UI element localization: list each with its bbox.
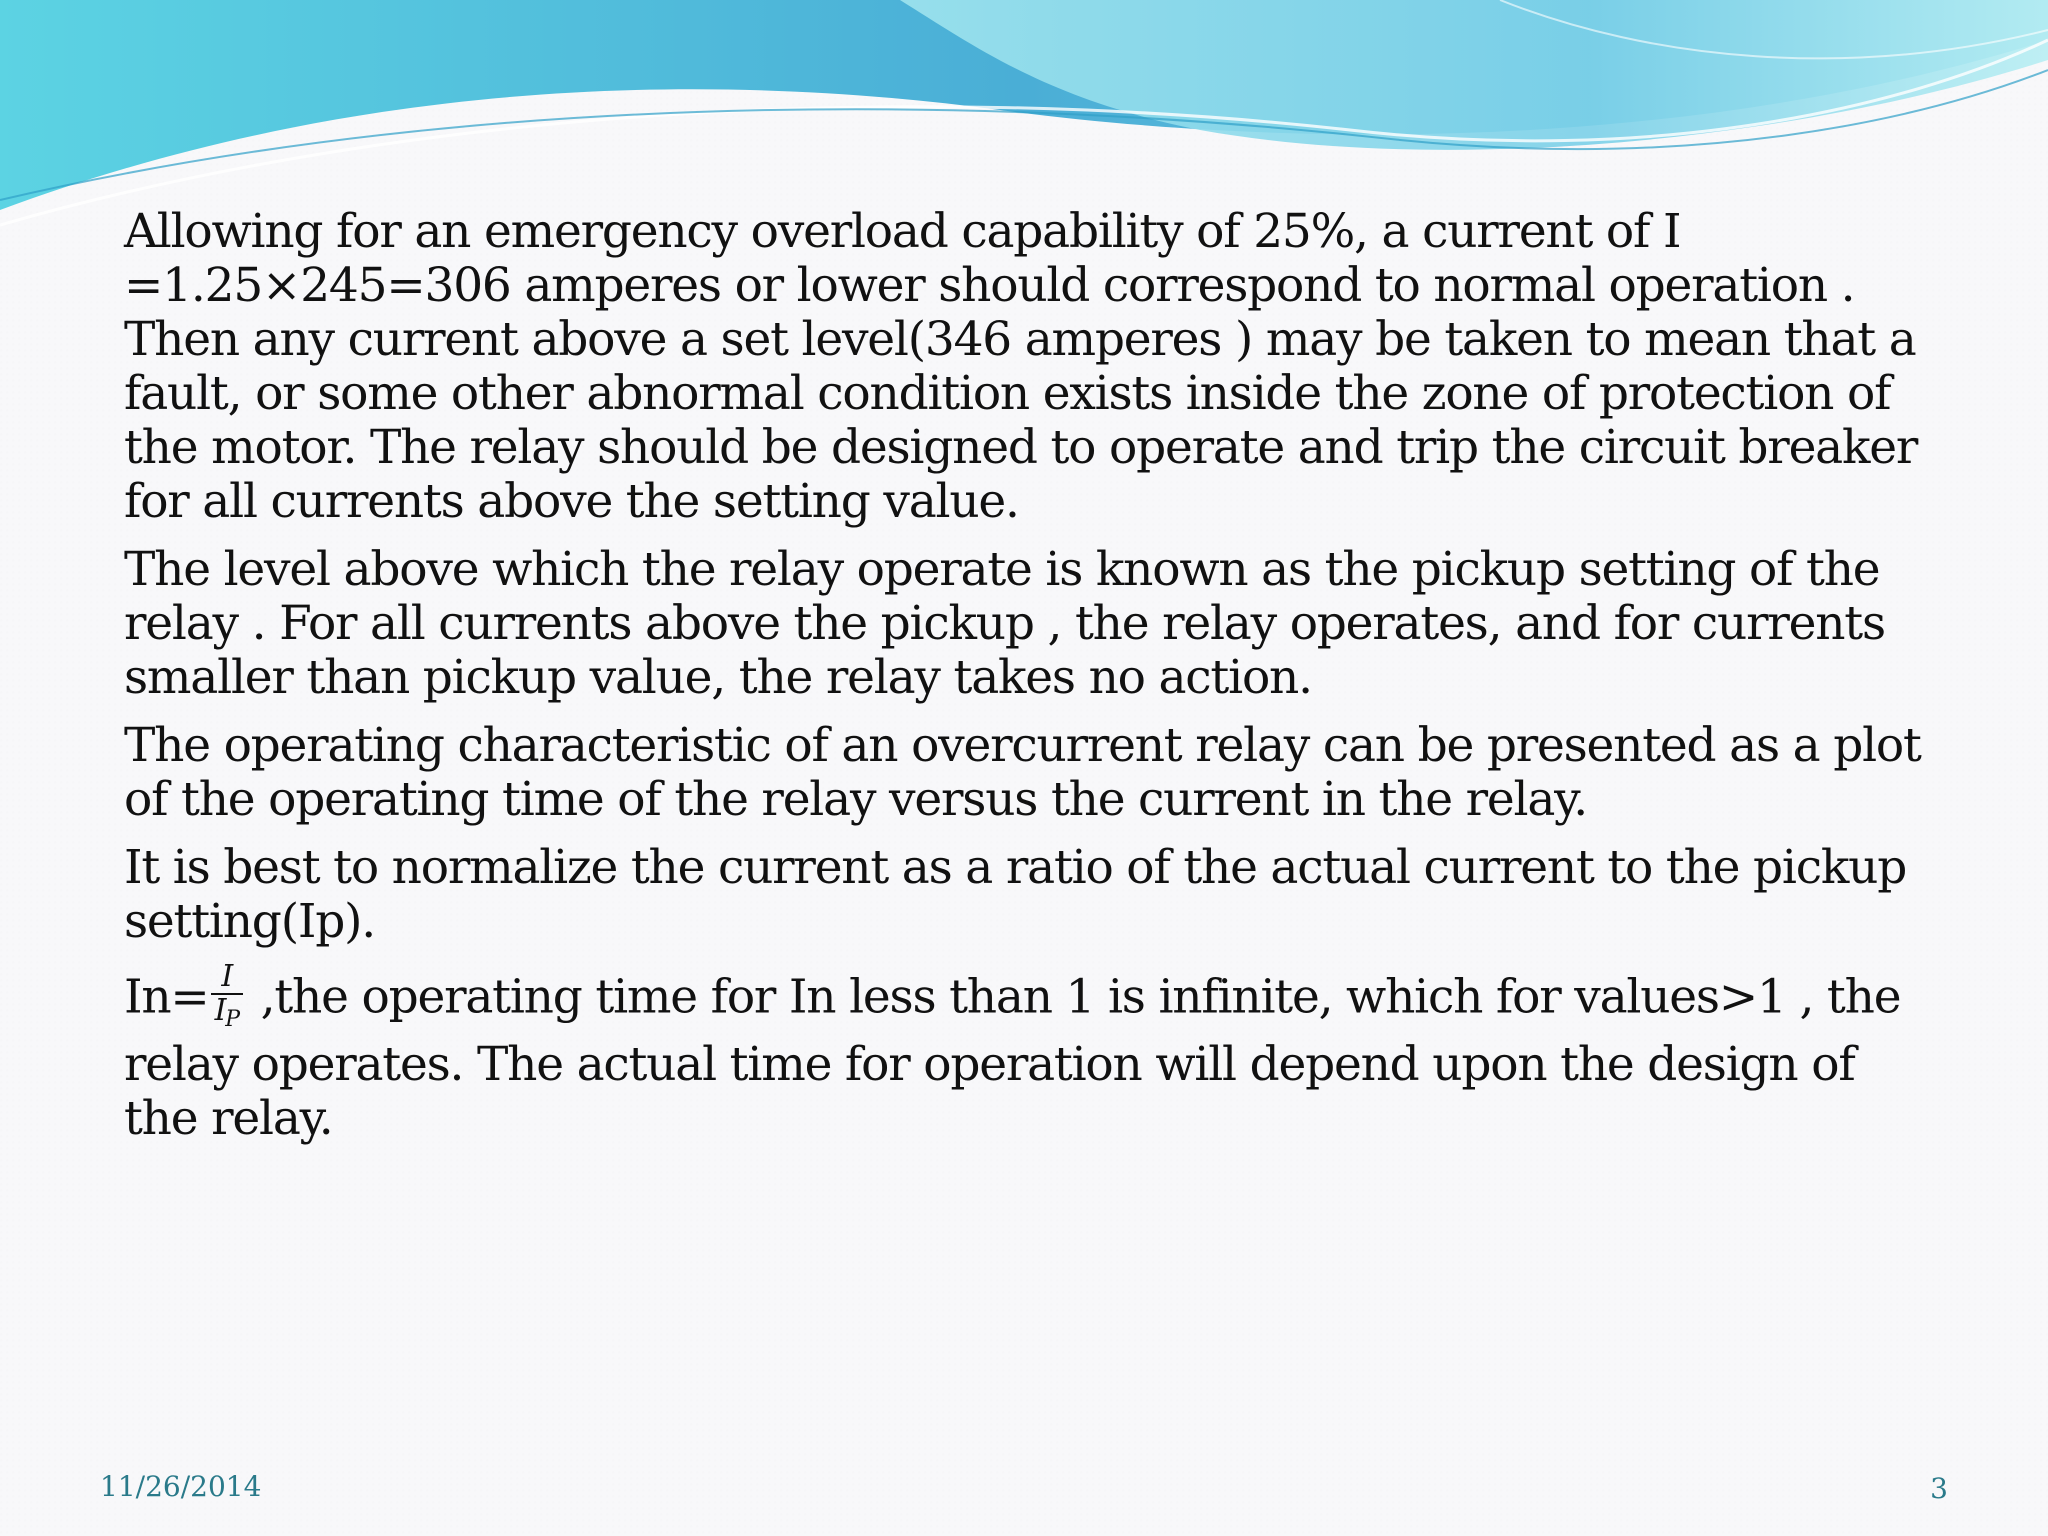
paragraph-normalize-current: It is best to normalize the current as a ratio of the actual current to the pickup setting(Ip). xyxy=(124,840,1907,949)
paragraph-overload: Allowing for an emergency overload capability of 25%, a current of I =1.25×245=306 amperes or lower should correspond to normal operation . Then any current above a set level(346 amperes ) may be taken to mean that a fault, or some other abnormal condition exists inside the zone of protection of the motor. The relay should be designed to operate and trip the circuit breaker for all currents above the setting value. xyxy=(124,204,1918,529)
paragraph-operating-characteristic: The operating characteristic of an overcurrent relay can be presented as a plot of the operating time of the relay versus the current in the relay. xyxy=(124,718,1921,827)
fraction-denominator-base: I xyxy=(214,993,226,1028)
footer-date: 11/26/2014 xyxy=(100,1470,262,1503)
fraction-denominator xyxy=(211,995,243,1036)
paragraph-pickup-setting: The level above which the relay operate is known as the pickup setting of the relay . For all currents above the pickup , the relay operates, and for currents smaller than pickup value, the relay takes no action. xyxy=(124,542,1885,705)
formula-prefix: In= xyxy=(124,969,209,1025)
slide-body xyxy=(124,205,1924,1146)
fraction-i-over-ip xyxy=(211,961,243,1036)
fraction-denominator-subscript: P xyxy=(225,1007,239,1032)
fraction-numerator: I xyxy=(211,961,243,995)
slide-number: 3 xyxy=(1930,1472,1948,1505)
formula-explanation: ,the operating time for In less than 1 is infinite, which for values>1 , the relay operates. The actual time for operation will depend upon the design of the relay. xyxy=(124,969,1901,1146)
paragraph-normalized-current-formula xyxy=(124,959,1924,1146)
